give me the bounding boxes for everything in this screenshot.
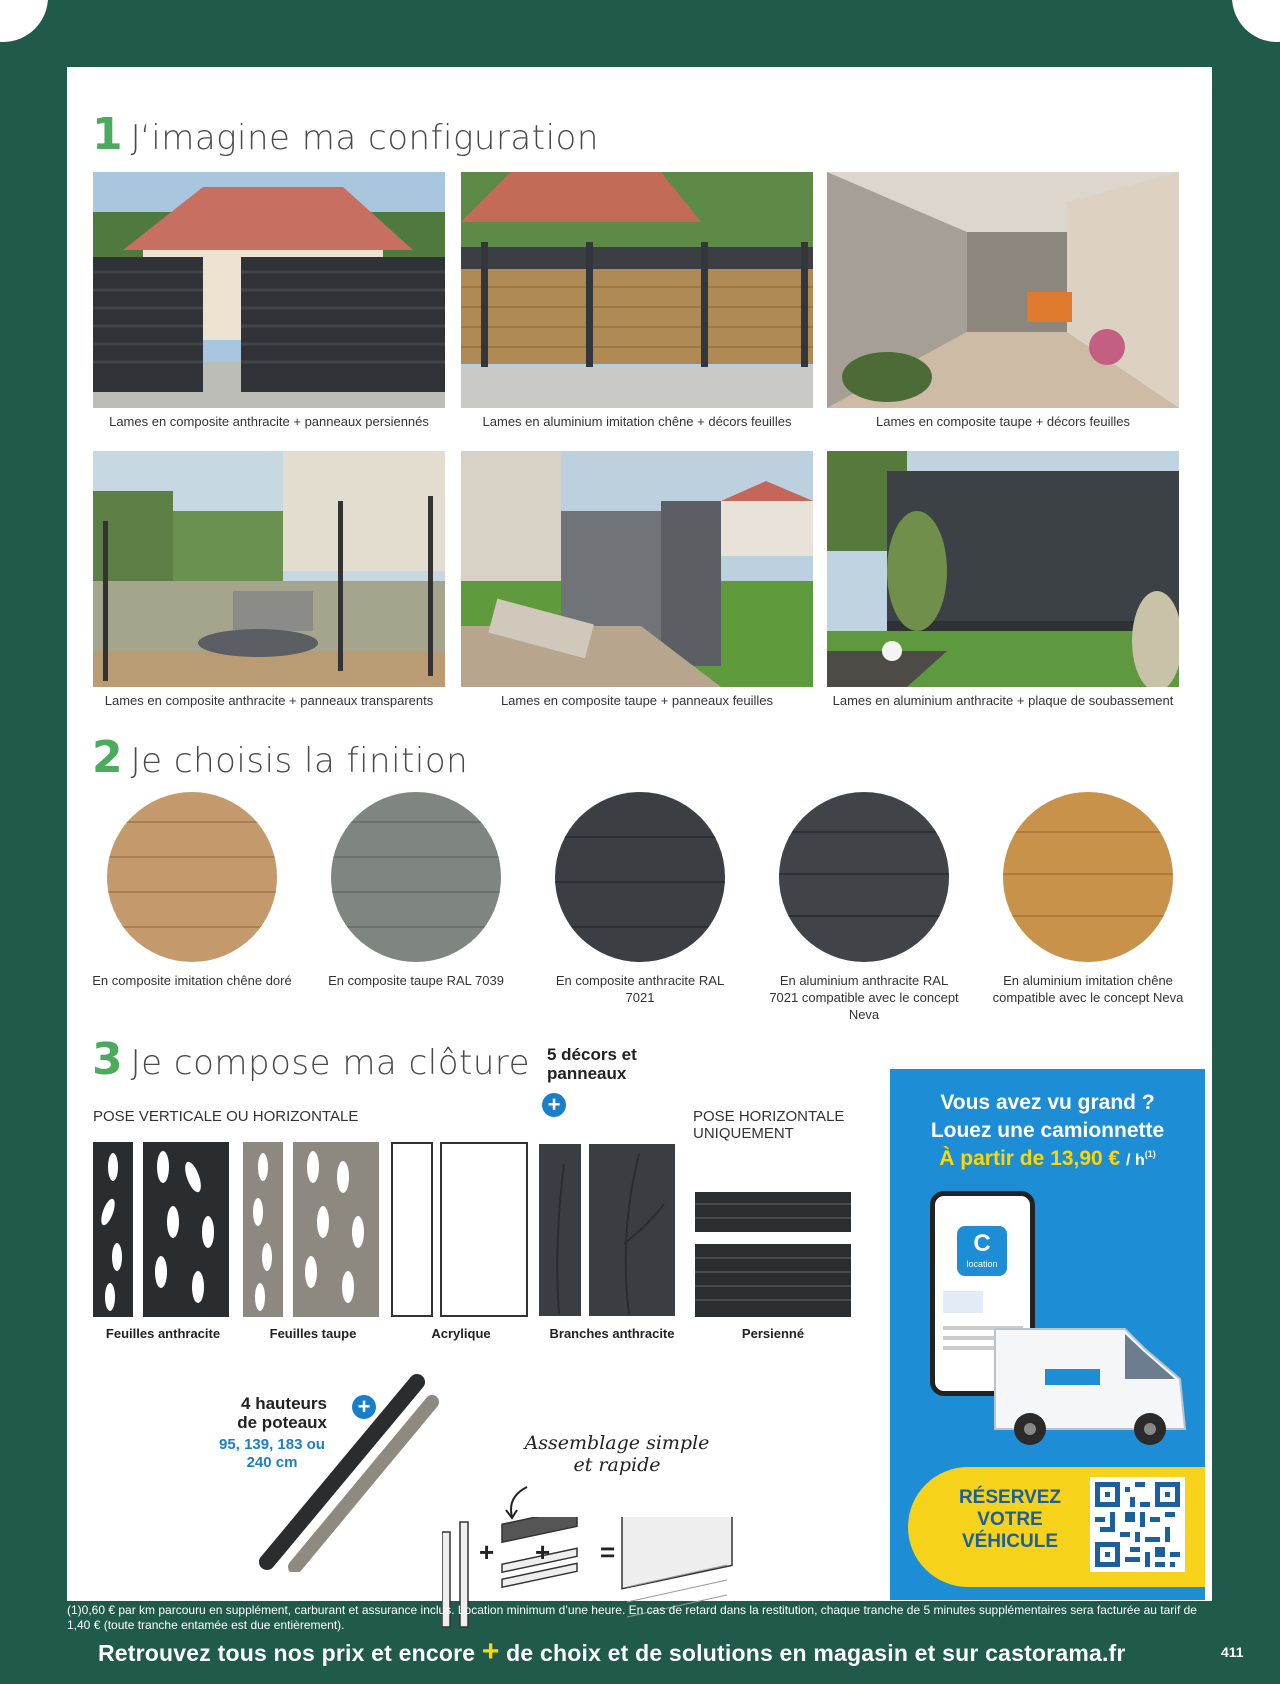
photo-6-caption: Lames en aluminium anthracite + plaque de soubassement [832, 693, 1174, 708]
finish-swatch-alu-chene [1003, 792, 1173, 962]
finish-swatch-fill [1003, 792, 1173, 962]
photo-panneaux-transparents [93, 451, 445, 687]
ad-price: À partir de 13,90 € [939, 1147, 1121, 1170]
posts-values: 95, 139, 183 ou 240 cm [219, 1436, 325, 1471]
section-2-heading [92, 732, 468, 783]
finish-swatch-fill [331, 792, 501, 962]
panel-feuilles-anthracite-image [93, 1142, 229, 1322]
finish-swatch-composite-anthracite [555, 792, 725, 962]
panel-2-label: Feuilles taupe [269, 1326, 357, 1341]
qr-code [1090, 1477, 1185, 1572]
photo-anthracite-persienne [93, 172, 445, 408]
panel-5-label: Persienné [741, 1326, 805, 1341]
pose-both-label: POSE VERTICALE OU HORIZONTALE [93, 1108, 359, 1125]
plus-sign: + [479, 1537, 495, 1567]
posts-image [247, 1372, 447, 1577]
panel-branches-anthracite-image [539, 1144, 675, 1321]
finish-1-caption: En composite imitation chêne doré [92, 973, 292, 988]
c-location-logo: C location [957, 1226, 1007, 1276]
section-2-number: 2 [92, 732, 123, 783]
panel-4-label: Branches anthracite [549, 1326, 675, 1341]
plus-icon: + [542, 1093, 566, 1117]
photo-5-caption: Lames en composite taupe + panneaux feuilles [500, 693, 774, 708]
panel-feuilles-taupe-image [243, 1142, 379, 1322]
page-number: 411 [1221, 1644, 1244, 1660]
legal-footnote: (1)0,60 € par km parcouru en supplément, carburant et assurance inclus. Location minimum d’une heure. En cas de retard dans la restitution, chaque tranche de 5 minutes supplémentaires sera facturée au tarif de 1,40 € (toute tranche entamée est due entièrement). [67, 1603, 1197, 1632]
finish-swatch-chene-dore [107, 792, 277, 962]
panel-3-label: Acrylique [431, 1326, 491, 1341]
ad-price-line [890, 1147, 1205, 1171]
panel-acrylique-image [391, 1142, 531, 1322]
photo-aluminium-anthracite [827, 451, 1179, 687]
section-2-title: Je choisis la finition [130, 741, 469, 781]
photo-2-caption: Lames en aluminium imitation chêne + décors feuilles [482, 414, 792, 429]
pose-horizontal-label: POSE HORIZONTALE UNIQUEMENT [693, 1108, 845, 1142]
assembly-label: Assemblage simple et rapide [524, 1432, 710, 1476]
section-1-number: 1 [92, 109, 123, 160]
photo-3-caption: Lames en composite taupe + décors feuilles [875, 414, 1130, 429]
section-1-heading [92, 109, 599, 160]
panel-persienne-image [695, 1192, 851, 1322]
plus-sign: + [535, 1537, 551, 1567]
section-3-title: Je compose ma clôture [130, 1043, 531, 1083]
finish-swatch-fill [107, 792, 277, 962]
footer-plus: + [481, 1635, 500, 1668]
page-corner-right [1232, 0, 1280, 42]
section-3-number: 3 [92, 1034, 123, 1085]
section-1-title: J‘imagine ma configuration [130, 118, 599, 158]
ad-price-note: (1) [1144, 1149, 1156, 1159]
footer-banner[interactable] [98, 1635, 1126, 1669]
decors-label: 5 décors et panneaux [547, 1045, 637, 1083]
photo-panneaux-feuilles [461, 451, 813, 687]
ad-headline-2: Louez une camionnette [930, 1119, 1165, 1142]
photo-4-caption: Lames en composite anthracite + panneaux transparents [104, 693, 434, 708]
ad-headline-1: Vous avez vu grand ? [940, 1091, 1155, 1114]
finish-3-caption: En composite anthracite RAL 7021 [555, 973, 725, 1005]
footer-text-1: Retrouvez tous nos prix et encore [98, 1640, 476, 1666]
finish-2-caption: En composite taupe RAL 7039 [328, 973, 504, 988]
plus-icon: + [352, 1395, 376, 1419]
panel-1-label: Feuilles anthracite [105, 1326, 221, 1341]
photo-1-caption: Lames en composite anthracite + panneaux persiennés [109, 414, 429, 429]
photo-composite-taupe [827, 172, 1179, 408]
finish-swatch-fill [779, 792, 949, 962]
equals-sign: = [600, 1537, 616, 1567]
c-location-badge: location [966, 1259, 998, 1269]
footer-text-2: de choix et de solutions en magasin et sur castorama.fr [506, 1640, 1126, 1666]
finish-4-caption: En aluminium anthracite RAL 7021 compatible avec le concept Neva [769, 973, 959, 1022]
finish-5-caption: En aluminium imitation chêne compatible avec le concept Neva [992, 973, 1184, 1005]
ad-price-unit: / h [1126, 1152, 1145, 1169]
reserve-button[interactable]: RÉSERVEZ VOTRE VÉHICULE [958, 1487, 1062, 1552]
van-rental-ad[interactable] [890, 1069, 1205, 1600]
page-corner-left [0, 0, 48, 42]
posts-title: 4 hauteurs de poteaux [237, 1394, 327, 1432]
catalog-page [67, 67, 1212, 1601]
section-3-heading [92, 1034, 530, 1085]
finish-swatch-taupe [331, 792, 501, 962]
van-illustration [985, 1309, 1195, 1454]
finish-swatch-alu-anthracite [779, 792, 949, 962]
finish-swatch-fill [555, 792, 725, 962]
photo-aluminium-chene [461, 172, 813, 408]
